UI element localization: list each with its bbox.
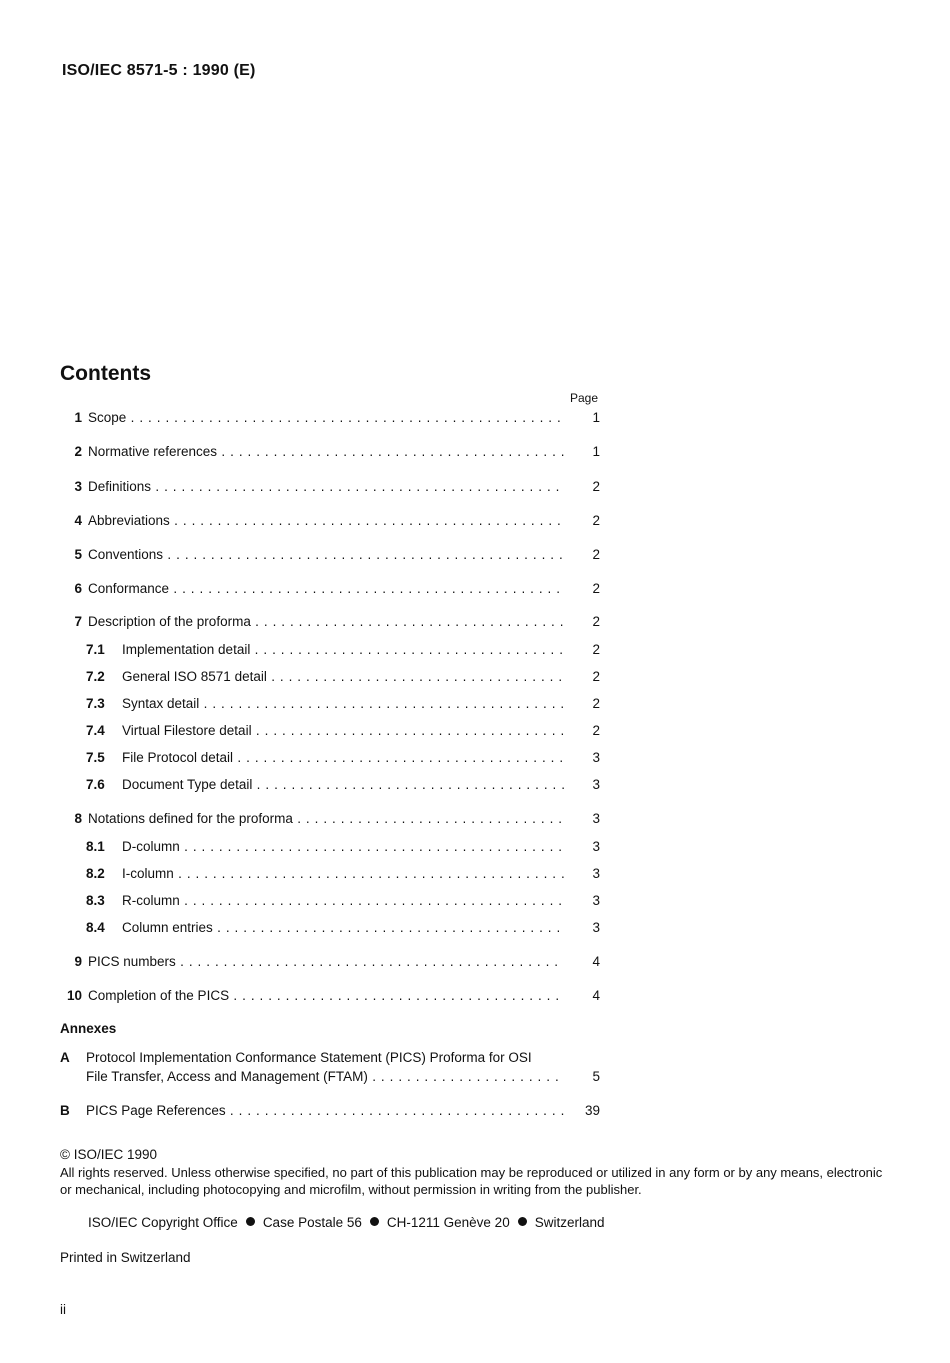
toc-title: D-column . . . xyxy=(122,838,564,856)
toc-title: Implementation detail . . . xyxy=(122,641,564,659)
toc-title: Completion of the PICS . . . xyxy=(88,987,564,1005)
toc-number: 7.3 xyxy=(86,696,105,711)
toc-title: Abbreviations . . . xyxy=(88,512,564,530)
toc-number: 7.4 xyxy=(86,723,105,738)
toc-title: General ISO 8571 detail . . . xyxy=(122,668,564,686)
toc-subentry xyxy=(60,749,600,767)
toc-entry xyxy=(60,953,600,971)
toc-subentry xyxy=(60,695,600,713)
toc-subentry xyxy=(60,892,600,910)
annex-title-line1: Protocol Implementation Conformance Statement (PICS) Proforma for OSI xyxy=(86,1050,532,1065)
bullet-icon xyxy=(370,1217,379,1226)
toc-number: 8.3 xyxy=(86,893,105,908)
office-address xyxy=(88,1215,604,1230)
toc-title: Document Type detail . . . xyxy=(122,776,564,794)
toc-number: 8.2 xyxy=(86,866,105,881)
toc-entry xyxy=(60,580,600,598)
toc-number: 7.2 xyxy=(86,669,105,684)
toc-page: 4 xyxy=(592,954,600,969)
toc-page: 2 xyxy=(592,642,600,657)
toc-number: 7 xyxy=(74,614,82,629)
annex-letter: B xyxy=(60,1103,70,1118)
toc-number: 10 xyxy=(66,988,82,1003)
toc-subentry xyxy=(60,865,600,883)
toc-page: 2 xyxy=(592,614,600,629)
toc-page: 1 xyxy=(592,444,600,459)
page-number: ii xyxy=(60,1302,66,1317)
toc-page: 3 xyxy=(592,750,600,765)
toc-entry xyxy=(60,613,600,631)
toc-page: 2 xyxy=(592,669,600,684)
toc-page: 1 xyxy=(592,410,600,425)
toc-number: 8 xyxy=(74,811,82,826)
office-postbox: Case Postale 56 xyxy=(262,1215,362,1230)
printed-note: Printed in Switzerland xyxy=(60,1250,191,1265)
toc-number: 8.4 xyxy=(86,920,105,935)
office-city: CH-1211 Genève 20 xyxy=(386,1215,510,1230)
office-name: ISO/IEC Copyright Office xyxy=(88,1215,238,1230)
toc-number: 2 xyxy=(74,444,82,459)
toc-title: Normative references . . . xyxy=(88,443,564,461)
toc-title: Definitions . . . xyxy=(88,478,564,496)
toc-number: 4 xyxy=(74,513,82,528)
toc-number: 3 xyxy=(74,479,82,494)
toc-title: Syntax detail . . . xyxy=(122,695,564,713)
toc-page: 3 xyxy=(592,811,600,826)
toc-title: Notations defined for the proforma . . . xyxy=(88,810,564,828)
toc-number: 9 xyxy=(74,954,82,969)
annex-entry xyxy=(60,1048,600,1086)
toc-subentry xyxy=(60,722,600,740)
toc-page: 2 xyxy=(592,581,600,596)
toc-number: 6 xyxy=(74,581,82,596)
toc-page: 3 xyxy=(592,920,600,935)
toc-page: 4 xyxy=(592,988,600,1003)
toc-page: 2 xyxy=(592,513,600,528)
toc-title: I-column . . . xyxy=(122,865,564,883)
toc-subentry xyxy=(60,919,600,937)
bullet-icon xyxy=(518,1217,527,1226)
toc-number: 7.1 xyxy=(86,642,105,657)
toc-title: PICS numbers . . . xyxy=(88,953,564,971)
toc-subentry xyxy=(60,668,600,686)
toc-title: Column entries . . . xyxy=(122,919,564,937)
page-column-label: Page xyxy=(570,391,599,405)
toc-entry xyxy=(60,546,600,564)
toc-subentry xyxy=(60,776,600,794)
contents-title: Contents xyxy=(60,362,151,385)
toc-entry xyxy=(60,810,600,828)
copyright-notice: © ISO/IEC 1990 xyxy=(60,1147,157,1162)
rights-statement: All rights reserved. Unless otherwise specified, no part of this publication may be reproduced or utilized in any form or by any means, electronic or mechanical, including photocopying and microfilm, without permission in writing from the publisher. xyxy=(60,1165,883,1197)
toc-title: R-column . . . xyxy=(122,892,564,910)
toc-title: Virtual Filestore detail . . . xyxy=(122,722,564,740)
toc-number: 8.1 xyxy=(86,839,105,854)
annex-page: 39 xyxy=(584,1103,600,1118)
annex-page: 5 xyxy=(592,1069,600,1084)
bullet-icon xyxy=(246,1217,255,1226)
toc-page: 2 xyxy=(592,547,600,562)
toc-number: 7.5 xyxy=(86,750,105,765)
annex-title-line2: File Transfer, Access and Management (FTAM) . . . xyxy=(86,1067,564,1086)
toc-number: 7.6 xyxy=(86,777,105,792)
toc-entry xyxy=(60,409,600,427)
toc-entry xyxy=(60,443,600,461)
toc-title: Description of the proforma . . . xyxy=(88,613,564,631)
toc-number: 1 xyxy=(74,410,82,425)
document-id: ISO/IEC 8571-5 : 1990 (E) xyxy=(62,62,256,79)
toc-entry xyxy=(60,987,600,1005)
toc-title: Conformance . . . xyxy=(88,580,564,598)
toc-page: 3 xyxy=(592,839,600,854)
annexes-heading: Annexes xyxy=(60,1021,117,1036)
toc-page: 2 xyxy=(592,479,600,494)
office-country: Switzerland xyxy=(534,1215,605,1230)
toc-page: 3 xyxy=(592,893,600,908)
toc-title: Scope . . . xyxy=(88,409,564,427)
toc-page: 3 xyxy=(592,866,600,881)
annex-entry xyxy=(60,1101,600,1120)
toc-title: File Protocol detail . . . xyxy=(122,749,564,767)
toc-title: Conventions . . . xyxy=(88,546,564,564)
annex-letter: A xyxy=(60,1050,70,1065)
toc-entry xyxy=(60,512,600,530)
toc-page: 3 xyxy=(592,777,600,792)
annex-title: PICS Page References . . . xyxy=(86,1101,564,1120)
toc-subentry xyxy=(60,641,600,659)
toc-page: 2 xyxy=(592,696,600,711)
toc-subentry xyxy=(60,838,600,856)
toc-page: 2 xyxy=(592,723,600,738)
toc-number: 5 xyxy=(74,547,82,562)
toc-entry xyxy=(60,478,600,496)
